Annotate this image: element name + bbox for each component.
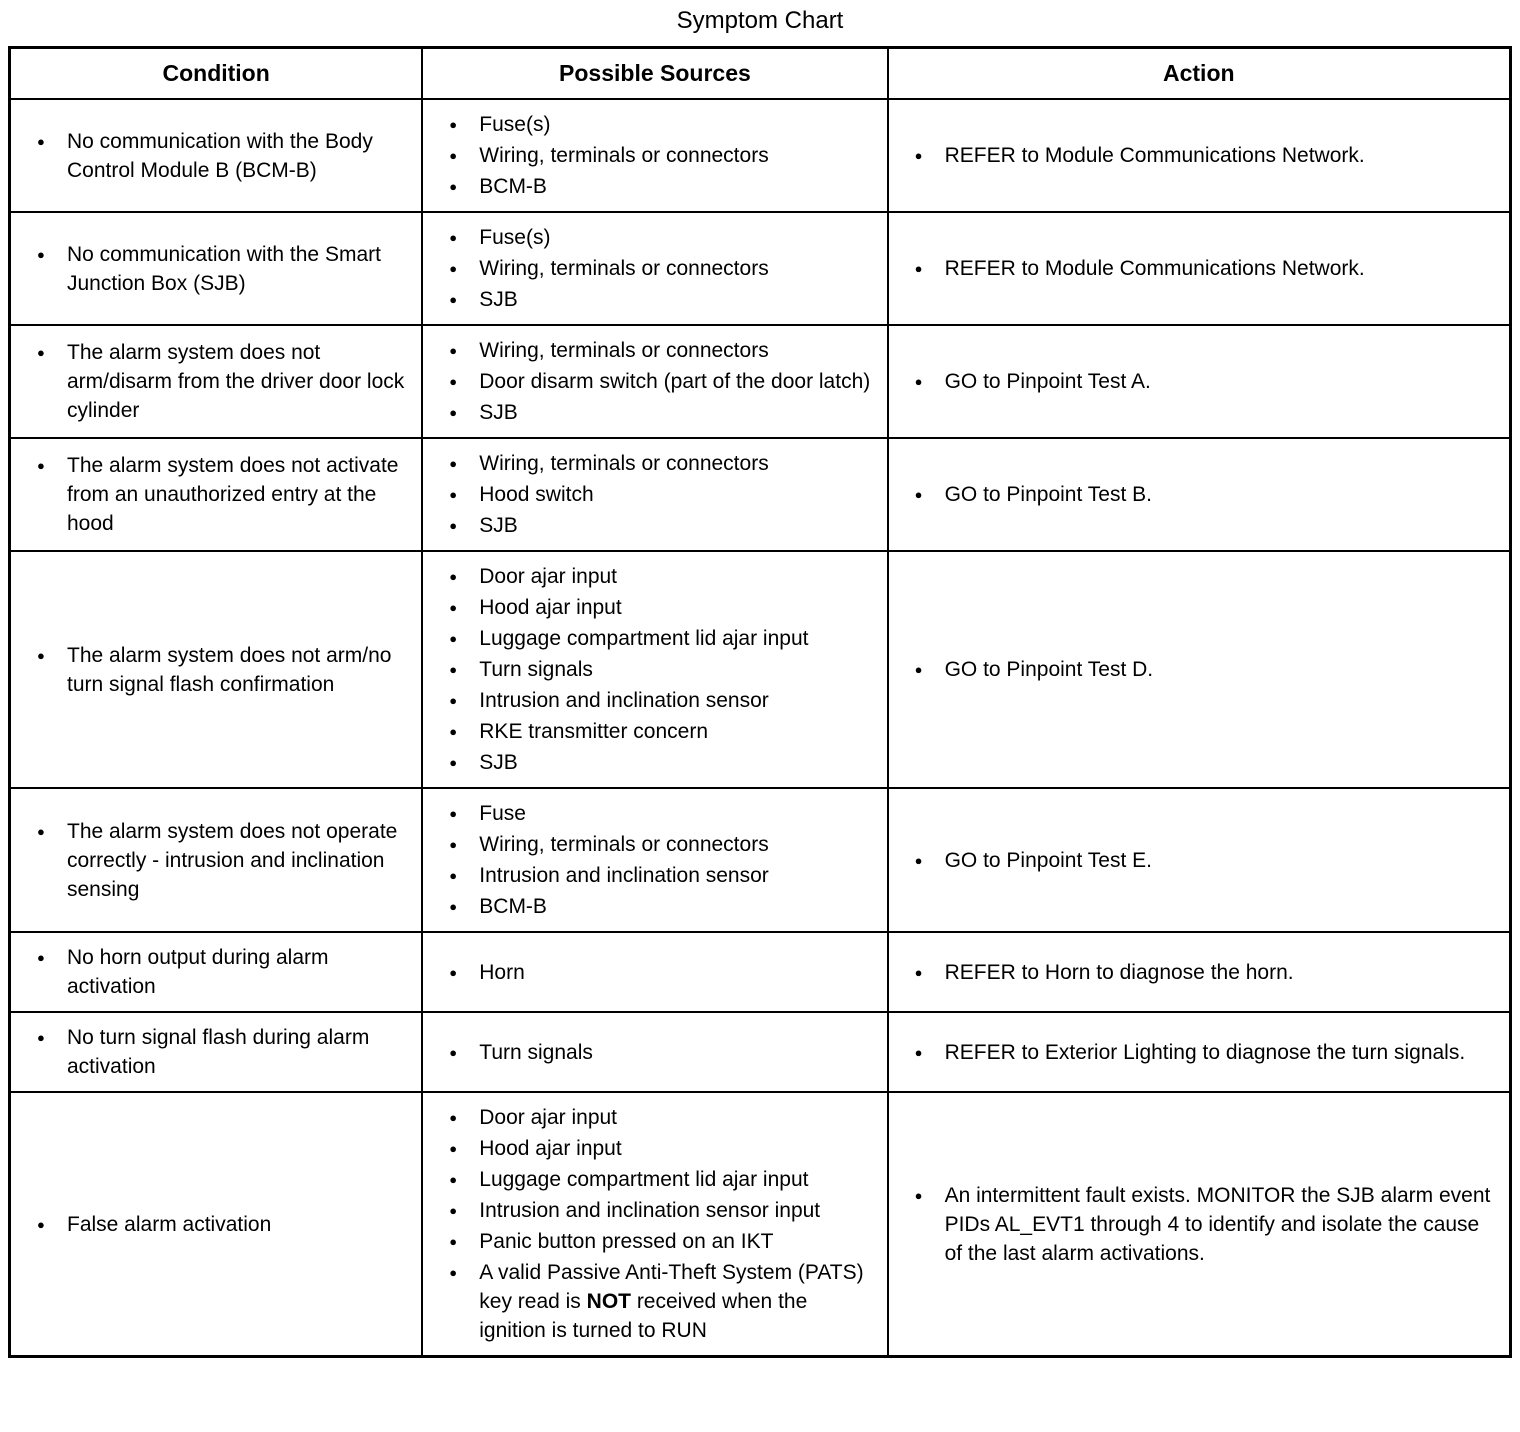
source-text: SJB: [479, 514, 518, 537]
table-row: [10, 1012, 1511, 1092]
list-item: [449, 141, 876, 170]
list-item: [915, 367, 1499, 396]
condition-text: No communication with the Smart Junction Box (SJB): [67, 242, 381, 295]
list-item: [915, 254, 1499, 283]
source-text-part: received when the ignition is turned to RUN: [479, 1290, 808, 1342]
list-item: [449, 223, 876, 252]
condition-text: The alarm system does not arm/disarm from the driver door lock cylinder: [67, 341, 405, 422]
list-item: [449, 1196, 876, 1225]
list-item: [915, 480, 1499, 509]
list-item: [915, 958, 1499, 987]
bullet-icon: ●: [37, 246, 45, 262]
condition-cell: [10, 212, 423, 325]
bullet-icon: ●: [449, 693, 458, 708]
sources-cell: [422, 551, 887, 788]
bullet-icon: ●: [449, 1203, 458, 1218]
column-header-condition: Condition: [10, 48, 423, 100]
table-row: [10, 932, 1511, 1012]
bullet-icon: ●: [449, 806, 458, 821]
bullet-icon: ●: [449, 518, 458, 533]
source-text: Hood ajar input: [479, 596, 622, 619]
list-item: [449, 655, 876, 684]
bullet-icon: ●: [449, 292, 458, 307]
symptom-chart-table: [8, 46, 1512, 1358]
bullet-icon: ●: [37, 345, 45, 360]
source-text: [479, 1258, 876, 1345]
bullet-icon: ●: [449, 755, 458, 770]
bullet-icon: ●: [914, 374, 923, 389]
list-item: [449, 562, 876, 591]
bullet-icon: ●: [449, 662, 458, 677]
list-item: [449, 1103, 876, 1132]
column-header-possible-sources: Possible Sources: [422, 48, 887, 100]
list-item: [449, 799, 876, 828]
source-text: BCM-B: [479, 895, 547, 918]
table-body: [10, 99, 1511, 1357]
column-header-action: Action: [888, 48, 1511, 100]
action-text: GO to Pinpoint Test D.: [944, 658, 1154, 681]
source-text-bold: NOT: [586, 1290, 631, 1313]
table-row: [10, 788, 1511, 932]
source-text: Horn: [479, 960, 525, 984]
sources-cell: [422, 788, 887, 932]
condition-text: The alarm system does not operate correctly - intrusion and inclination sensing: [67, 819, 398, 901]
source-text: BCM-B: [479, 175, 547, 198]
source-text: Wiring, terminals or connectors: [479, 452, 769, 475]
action-cell: [888, 325, 1511, 438]
source-text: Door disarm switch (part of the door latch): [479, 370, 871, 393]
bullet-icon: ●: [449, 724, 458, 739]
condition-cell: [10, 1092, 423, 1357]
bullet-icon: ●: [37, 823, 45, 839]
source-text-part: A valid Passive Anti-Theft System (PATS) key read is: [479, 1261, 864, 1313]
source-text: SJB: [479, 751, 518, 774]
sources-cell: [422, 212, 887, 325]
list-item: [449, 254, 876, 283]
table-row: [10, 325, 1511, 438]
condition-cell: [10, 438, 423, 551]
source-text: Wiring, terminals or connectors: [479, 339, 769, 362]
bullet-icon: ●: [449, 631, 458, 646]
list-item: [37, 641, 411, 699]
condition-cell: [10, 1012, 423, 1092]
condition-text: The alarm system does not arm/no turn signal flash confirmation: [67, 643, 392, 696]
list-item: [449, 1165, 876, 1194]
bullet-icon: ●: [449, 374, 458, 389]
source-text: Fuse(s): [479, 113, 551, 136]
bullet-icon: ●: [37, 1030, 45, 1045]
condition-text: No communication with the Body Control Module B (BCM-B): [67, 129, 373, 182]
bullet-icon: ●: [37, 1216, 45, 1232]
list-item: [449, 110, 876, 139]
table-row: [10, 1092, 1511, 1357]
bullet-icon: ●: [449, 600, 458, 615]
action-text: GO to Pinpoint Test E.: [944, 848, 1152, 872]
list-item: [449, 717, 876, 746]
table-row: [10, 551, 1511, 788]
source-text: SJB: [479, 288, 518, 311]
action-text: GO to Pinpoint Test A.: [944, 370, 1151, 393]
table-row: [10, 438, 1511, 551]
bullet-icon: ●: [449, 456, 458, 471]
source-text: RKE transmitter concern: [479, 720, 709, 743]
action-cell: [888, 1012, 1511, 1092]
list-item: [37, 1023, 411, 1081]
table-header: [10, 48, 1511, 100]
action-cell: [888, 1092, 1511, 1357]
action-cell: [888, 551, 1511, 788]
sources-cell: [422, 1012, 887, 1092]
source-text: Hood switch: [479, 483, 594, 506]
bullet-icon: ●: [37, 647, 45, 663]
bullet-icon: ●: [449, 1044, 458, 1060]
bullet-icon: ●: [914, 148, 923, 163]
list-item: [915, 1038, 1499, 1067]
bullet-icon: ●: [37, 950, 45, 965]
bullet-icon: ●: [449, 117, 458, 132]
page-title: Symptom Chart: [676, 7, 844, 34]
bullet-icon: ●: [449, 569, 458, 584]
bullet-icon: ●: [914, 1044, 923, 1060]
list-item: [37, 1210, 411, 1239]
list-item: [449, 624, 876, 653]
list-item: [449, 511, 876, 540]
sources-cell: [422, 932, 887, 1012]
list-item: [449, 285, 876, 314]
bullet-icon: ●: [914, 852, 923, 868]
source-text: Fuse: [479, 802, 526, 825]
table-row: [10, 99, 1511, 212]
condition-text: No horn output during alarm activation: [67, 946, 329, 998]
list-item: [449, 480, 876, 509]
action-text: REFER to Horn to diagnose the horn.: [944, 960, 1294, 984]
list-item: [449, 336, 876, 365]
list-item: [37, 338, 411, 425]
source-text: Intrusion and inclination sensor: [479, 689, 769, 712]
action-text: REFER to Module Communications Network.: [944, 257, 1365, 280]
bullet-icon: ●: [449, 230, 458, 245]
list-item: [37, 127, 411, 185]
bullet-icon: ●: [449, 1265, 458, 1280]
list-item: [915, 1181, 1499, 1268]
table-row: [10, 212, 1511, 325]
bullet-icon: ●: [449, 487, 458, 502]
bullet-icon: ●: [449, 179, 458, 194]
list-item: [915, 846, 1499, 875]
bullet-icon: ●: [449, 148, 458, 163]
bullet-icon: ●: [449, 1141, 458, 1156]
list-item: [37, 817, 411, 904]
bullet-icon: ●: [449, 964, 458, 980]
source-text: Hood ajar input: [479, 1137, 622, 1160]
condition-cell: [10, 325, 423, 438]
bullet-icon: ●: [449, 837, 458, 852]
list-item: [449, 593, 876, 622]
action-cell: [888, 438, 1511, 551]
sources-cell: [422, 99, 887, 212]
source-text: Door ajar input: [479, 1106, 618, 1129]
list-item: [449, 892, 876, 921]
bullet-icon: ●: [449, 343, 458, 358]
sources-cell: [422, 325, 887, 438]
list-item: [915, 655, 1499, 684]
source-text: Intrusion and inclination sensor input: [479, 1199, 821, 1222]
source-text: SJB: [479, 401, 518, 424]
bullet-icon: ●: [37, 133, 45, 149]
condition-text: The alarm system does not activate from an unauthorized entry at the hood: [67, 454, 399, 535]
condition-cell: [10, 932, 423, 1012]
action-cell: [888, 932, 1511, 1012]
action-text: An intermittent fault exists. MONITOR the SJB alarm event PIDs AL_EVT1 through 4 to identify and isolate the cause of the last alarm activations.: [944, 1183, 1491, 1265]
source-text: Fuse(s): [479, 226, 551, 249]
list-item: [449, 449, 876, 478]
bullet-icon: ●: [914, 487, 923, 502]
list-item: [37, 943, 411, 1001]
source-text: Wiring, terminals or connectors: [479, 257, 769, 280]
bullet-icon: ●: [449, 868, 458, 883]
source-text: Wiring, terminals or connectors: [479, 144, 769, 167]
header-row: [10, 48, 1511, 100]
source-text: Panic button pressed on an IKT: [479, 1230, 774, 1253]
action-cell: [888, 212, 1511, 325]
bullet-icon: ●: [449, 1172, 458, 1187]
condition-text: False alarm activation: [67, 1212, 272, 1236]
list-item: [37, 451, 411, 538]
condition-cell: [10, 788, 423, 932]
source-text: Turn signals: [479, 1040, 593, 1064]
bullet-icon: ●: [449, 1110, 458, 1125]
sources-cell: [422, 438, 887, 551]
source-text: Intrusion and inclination sensor: [479, 864, 769, 887]
source-text: Luggage compartment lid ajar input: [479, 627, 809, 650]
bullet-icon: ●: [449, 405, 458, 420]
bullet-icon: ●: [37, 458, 45, 473]
bullet-icon: ●: [449, 899, 458, 914]
action-text: REFER to Module Communications Network.: [944, 144, 1365, 167]
list-item: [449, 398, 876, 427]
list-item: [449, 1038, 876, 1067]
list-item: [449, 686, 876, 715]
list-item: [449, 1227, 876, 1256]
condition-cell: [10, 99, 423, 212]
condition-cell: [10, 551, 423, 788]
list-item: [449, 861, 876, 890]
list-item: [449, 172, 876, 201]
bullet-icon: ●: [914, 1187, 923, 1203]
action-cell: [888, 99, 1511, 212]
list-item: [37, 240, 411, 298]
list-item: [449, 367, 876, 396]
list-item: [449, 1258, 876, 1345]
list-item: [915, 141, 1499, 170]
list-item: [449, 830, 876, 859]
bullet-icon: ●: [449, 261, 458, 276]
bullet-icon: ●: [914, 964, 923, 980]
action-text: REFER to Exterior Lighting to diagnose the turn signals.: [944, 1040, 1466, 1064]
bullet-icon: ●: [914, 662, 923, 677]
list-item: [449, 748, 876, 777]
list-item: [449, 1134, 876, 1163]
bullet-icon: ●: [449, 1234, 458, 1249]
list-item: [449, 958, 876, 987]
bullet-icon: ●: [914, 261, 923, 276]
source-text: Door ajar input: [479, 565, 618, 588]
source-text: Luggage compartment lid ajar input: [479, 1168, 809, 1191]
condition-text: No turn signal flash during alarm activation: [67, 1026, 370, 1078]
sources-cell: [422, 1092, 887, 1357]
action-text: GO to Pinpoint Test B.: [944, 483, 1152, 506]
source-text: Wiring, terminals or connectors: [479, 833, 769, 856]
action-cell: [888, 788, 1511, 932]
source-text: Turn signals: [479, 658, 593, 681]
